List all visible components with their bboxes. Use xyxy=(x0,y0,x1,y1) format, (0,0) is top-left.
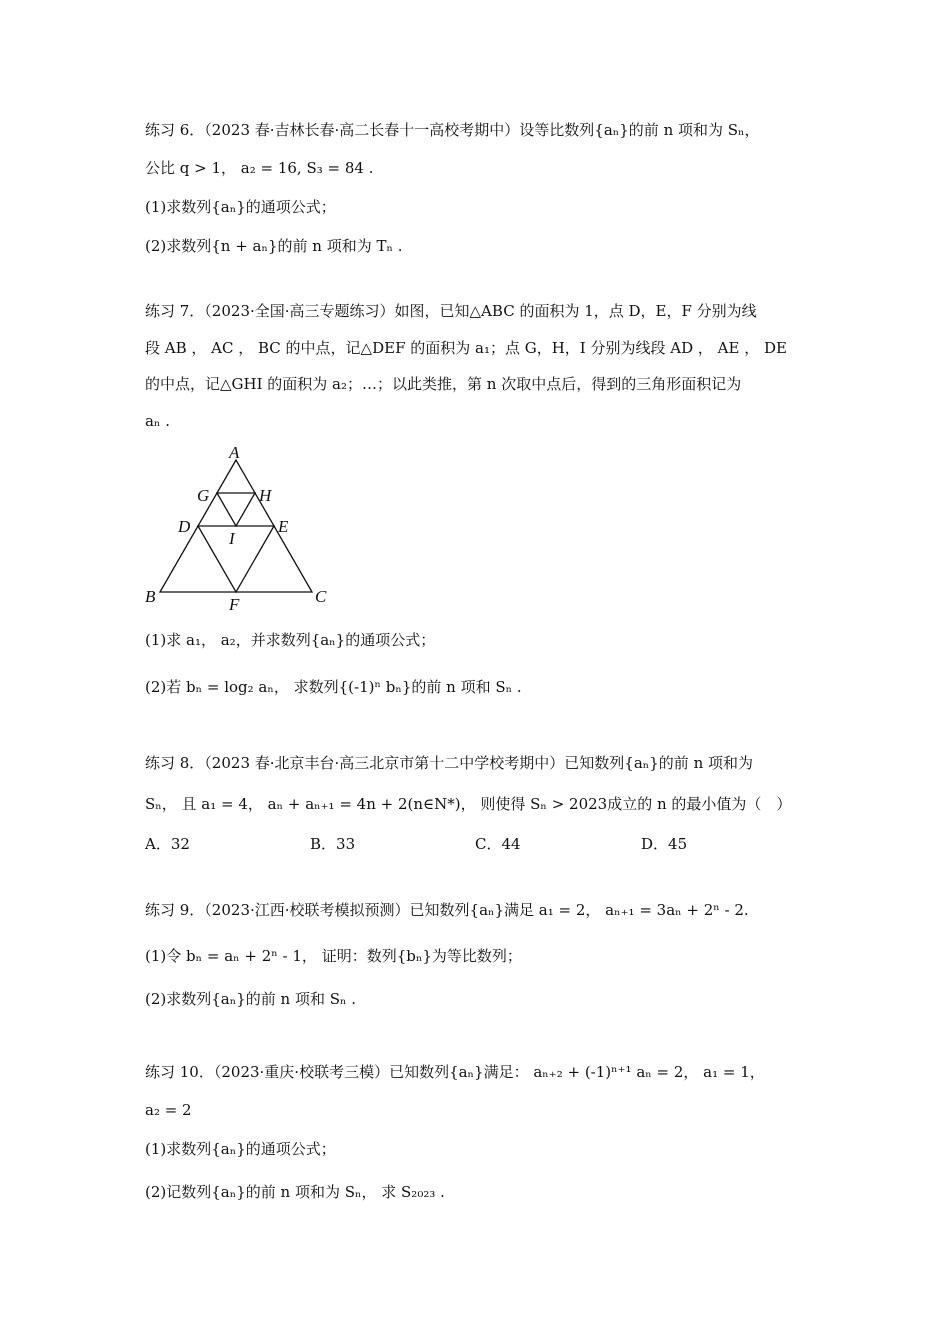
label-F: F xyxy=(229,595,240,614)
ex7-q2: (2)若 bₙ = log₂ aₙ， 求数列{(-1)ⁿ bₙ}的前 n 项和 Sₙ . xyxy=(145,678,522,696)
label-A: A xyxy=(229,443,240,462)
label-H: H xyxy=(259,486,272,505)
ex6-q1: (1)求数列{aₙ}的通项公式； xyxy=(145,198,336,216)
ex6-q2: (2)求数列{n + aₙ}的前 n 项和为 Tₙ . xyxy=(145,237,403,255)
ex8-line1: 练习 8．（2023 春·北京丰台·高三北京市第十二中学校考期中）已知数列{aₙ}的前 n 项和为 xyxy=(145,754,754,772)
ex8-option-c: C．44 xyxy=(475,835,521,853)
ex10-q2: (2)记数列{aₙ}的前 n 项和为 Sₙ， 求 S₂₀₂₃ . xyxy=(145,1183,445,1201)
label-C: C xyxy=(315,587,327,606)
label-B: B xyxy=(145,587,156,606)
ex9-line1: 练习 9．（2023·江西·校联考模拟预测）已知数列{aₙ}满足 a₁ = 2， aₙ₊₁ = 3aₙ + 2ⁿ - 2. xyxy=(145,901,749,919)
ex9-q1: (1)令 bₙ = aₙ + 2ⁿ - 1， 证明：数列{bₙ}为等比数列； xyxy=(145,947,522,965)
label-D: D xyxy=(178,517,191,536)
ex10-line2: a₂ = 2 xyxy=(145,1101,192,1119)
ex6-line2: 公比 q > 1， a₂ = 16, S₃ = 84 . xyxy=(145,159,374,177)
ex8-line2: Sₙ， 且 a₁ = 4， aₙ + aₙ₊₁ = 4n + 2(n∈N*)， 则使得 Sₙ > 2023成立的 n 的最小值为（ ） xyxy=(145,795,792,813)
ex9-q2: (2)求数列{aₙ}的前 n 项和 Sₙ . xyxy=(145,990,357,1008)
ex7-line4: aₙ . xyxy=(145,412,170,430)
triangle-figure xyxy=(140,440,340,615)
ex10-q1: (1)求数列{aₙ}的通项公式； xyxy=(145,1140,336,1158)
label-E: E xyxy=(278,517,289,536)
ex7-line2: 段 AB ， AC ， BC 的中点，记△DEF 的面积为 a₁；点 G，H，I 分别为线段 AD ， AE ， DE xyxy=(145,339,787,357)
ex10-line1: 练习 10．（2023·重庆·校联考三模）已知数列{aₙ}满足： aₙ₊₂ + (-1)ⁿ⁺¹ aₙ = 2， a₁ = 1， xyxy=(145,1063,765,1081)
ex6-head: 练习 6．（2023 春·吉林长春·高二长春十一高校考期中）设等比数列{aₙ}的前 n 项和为 Sₙ， xyxy=(145,121,760,139)
ex8-option-d: D．45 xyxy=(641,835,688,853)
ex8-option-a: A．32 xyxy=(145,835,190,853)
label-G: G xyxy=(197,486,210,505)
ex7-q1: (1)求 a₁， a₂，并求数列{aₙ}的通项公式； xyxy=(145,631,436,649)
ex7-line1: 练习 7．（2023·全国·高三专题练习）如图，已知△ABC 的面积为 1，点 D，E，F 分别为线 xyxy=(145,302,757,320)
ex8-option-b: B．33 xyxy=(310,835,356,853)
ex7-line3: 的中点，记△GHI 的面积为 a₂；…；以此类推，第 n 次取中点后，得到的三角形面积记为 xyxy=(145,375,742,393)
label-I: I xyxy=(229,529,235,548)
